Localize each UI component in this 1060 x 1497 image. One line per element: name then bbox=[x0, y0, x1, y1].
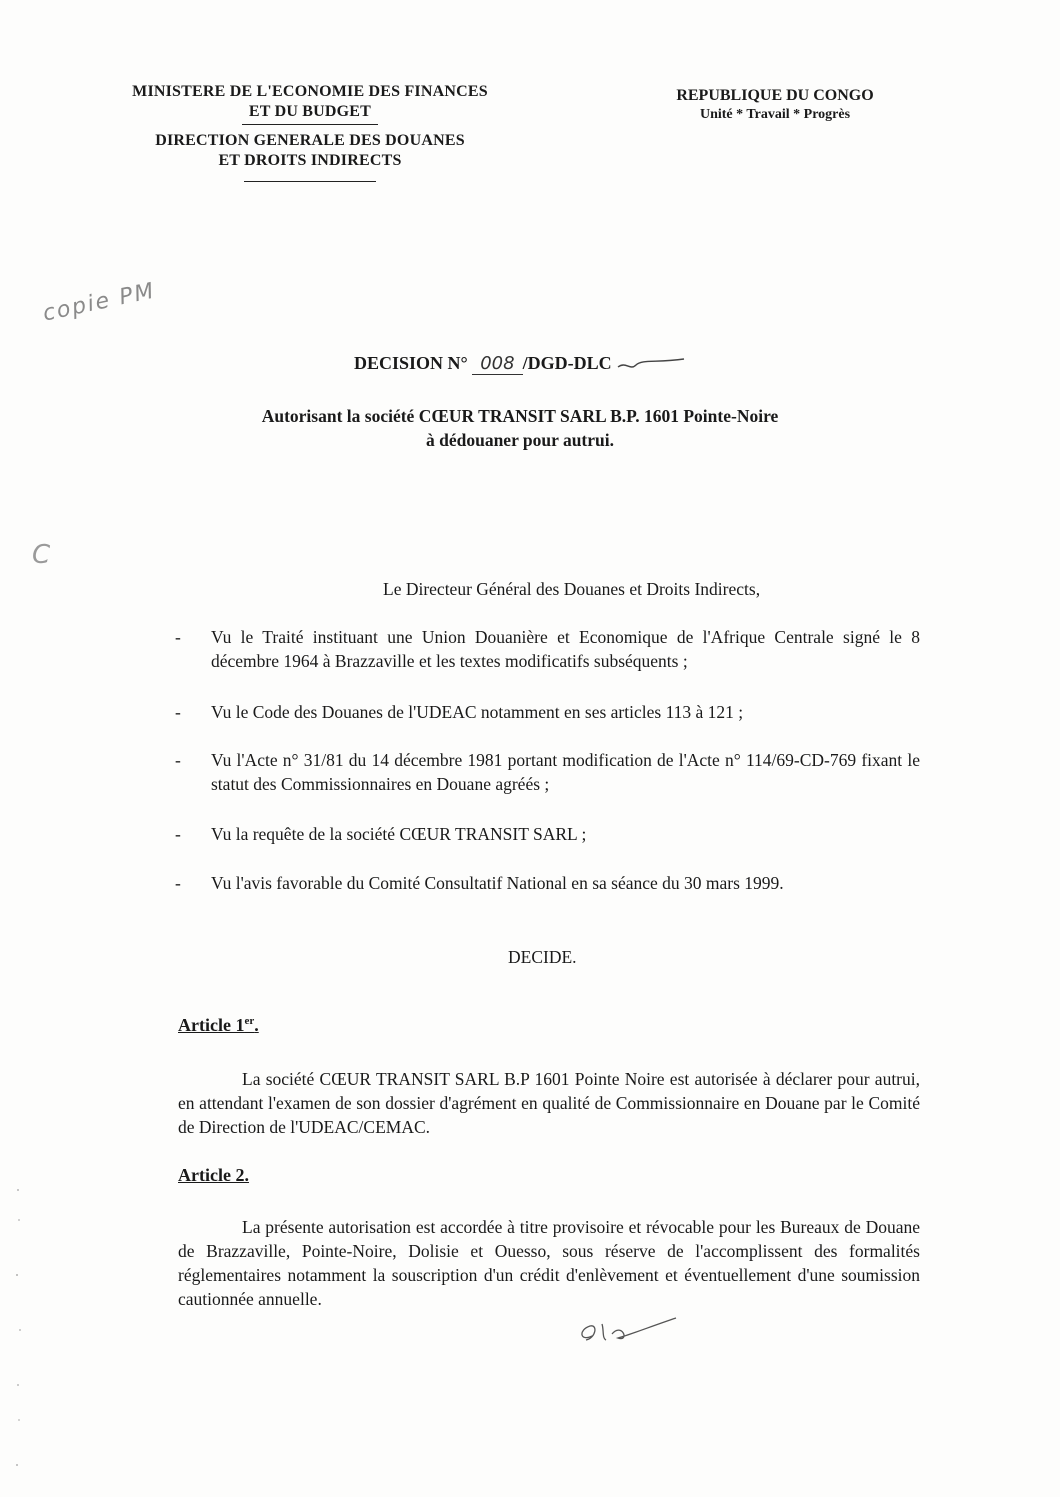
article-1-text: La société CŒUR TRANSIT SARL B.P 1601 Pointe Noire est autorisée à déclarer pour autrui, en attendant l'examen de son dossier d'agrément en qualité de Commissionnaire en Douane par le Comité de Direction de l'UDEAC/CEMAC. bbox=[178, 1069, 920, 1137]
scan-margin-specks bbox=[12, 1180, 26, 1480]
consideration-text: Vu la requête de la société CŒUR TRANSIT SARL ; bbox=[211, 824, 587, 844]
ministry-line-1: MINISTERE DE L'ECONOMIE DES FINANCES bbox=[132, 83, 488, 100]
director-line: Le Directeur Général des Douanes et Droits Indirects, bbox=[383, 579, 761, 599]
consideration-text: Vu le Traité instituant une Union Douanière et Economique de l'Afrique Centrale signé le 8 décembre 1964 à Brazzaville et les textes modificatifs subséquents ; bbox=[211, 627, 920, 671]
handwritten-copy-note: copie PM bbox=[40, 278, 158, 327]
decision-title bbox=[354, 353, 686, 375]
consideration-item bbox=[175, 700, 920, 724]
handwritten-stroke-icon bbox=[616, 355, 686, 375]
article-2-text: La présente autorisation est accordée à titre provisoire et révocable pour les Bureaux de Douane de Brazzaville, Pointe-Noire, Dolisie et Ouesso, sous réserve de l'accomplissent des formalités réglementaires notamment la souscription d'un crédit d'enlèvement et éventuellement d'une soumission cautionnée annuelle. bbox=[178, 1217, 920, 1309]
consideration-item bbox=[175, 822, 920, 846]
consideration-text: Vu le Code des Douanes de l'UDEAC notamment en ses articles 113 à 121 ; bbox=[211, 702, 744, 722]
list-dash: - bbox=[175, 750, 181, 770]
list-dash: - bbox=[175, 824, 181, 844]
consideration-item bbox=[175, 748, 920, 796]
list-dash: - bbox=[175, 873, 181, 893]
article-heading-text: Article 1 bbox=[178, 1015, 245, 1035]
decision-suffix: /DGD-DLC bbox=[522, 353, 612, 373]
decision-prefix: DECISION N° bbox=[354, 353, 468, 373]
article-2-heading: Article 2. bbox=[178, 1165, 249, 1185]
ministry-line-2: ET DU BUDGET bbox=[248, 103, 372, 120]
handwritten-initials-signature bbox=[572, 1312, 682, 1352]
list-dash: - bbox=[175, 627, 181, 647]
article-1-heading bbox=[178, 1015, 259, 1036]
consideration-item bbox=[175, 871, 920, 895]
handwritten-margin-mark: C bbox=[32, 540, 51, 570]
direction-line-1: DIRECTION GENERALE DES DOUANES bbox=[155, 132, 465, 149]
decision-number: 008 bbox=[472, 353, 522, 375]
direction-line-2: ET DROITS INDIRECTS bbox=[218, 152, 402, 169]
issuing-authority bbox=[100, 82, 520, 182]
consideration-text: Vu l'Acte n° 31/81 du 14 décembre 1981 portant modification de l'Acte n° 114/69-CD-769 fixant le statut des Commissionnaires en Douane agréés ; bbox=[211, 750, 920, 794]
decision-subtitle bbox=[190, 404, 850, 452]
header-divider-2 bbox=[244, 181, 376, 182]
subtitle-line-1: Autorisant la société CŒUR TRANSIT SARL B.P. 1601 Pointe-Noire bbox=[261, 406, 779, 426]
list-dash: - bbox=[175, 702, 181, 722]
republic-motto: Unité * Travail * Progrès bbox=[699, 107, 851, 122]
consideration-text: Vu l'avis favorable du Comité Consultatif National en sa séance du 30 mars 1999. bbox=[211, 873, 784, 893]
header-divider bbox=[242, 124, 378, 125]
article-heading-end: . bbox=[254, 1015, 259, 1035]
decide-heading: DECIDE. bbox=[508, 947, 577, 967]
republic-name: REPUBLIQUE DU CONGO bbox=[676, 87, 874, 104]
republic-block bbox=[640, 86, 910, 124]
consideration-item bbox=[175, 625, 920, 673]
subtitle-line-2: à dédouaner pour autrui. bbox=[425, 430, 614, 450]
article-heading-sup: er bbox=[244, 1015, 255, 1027]
